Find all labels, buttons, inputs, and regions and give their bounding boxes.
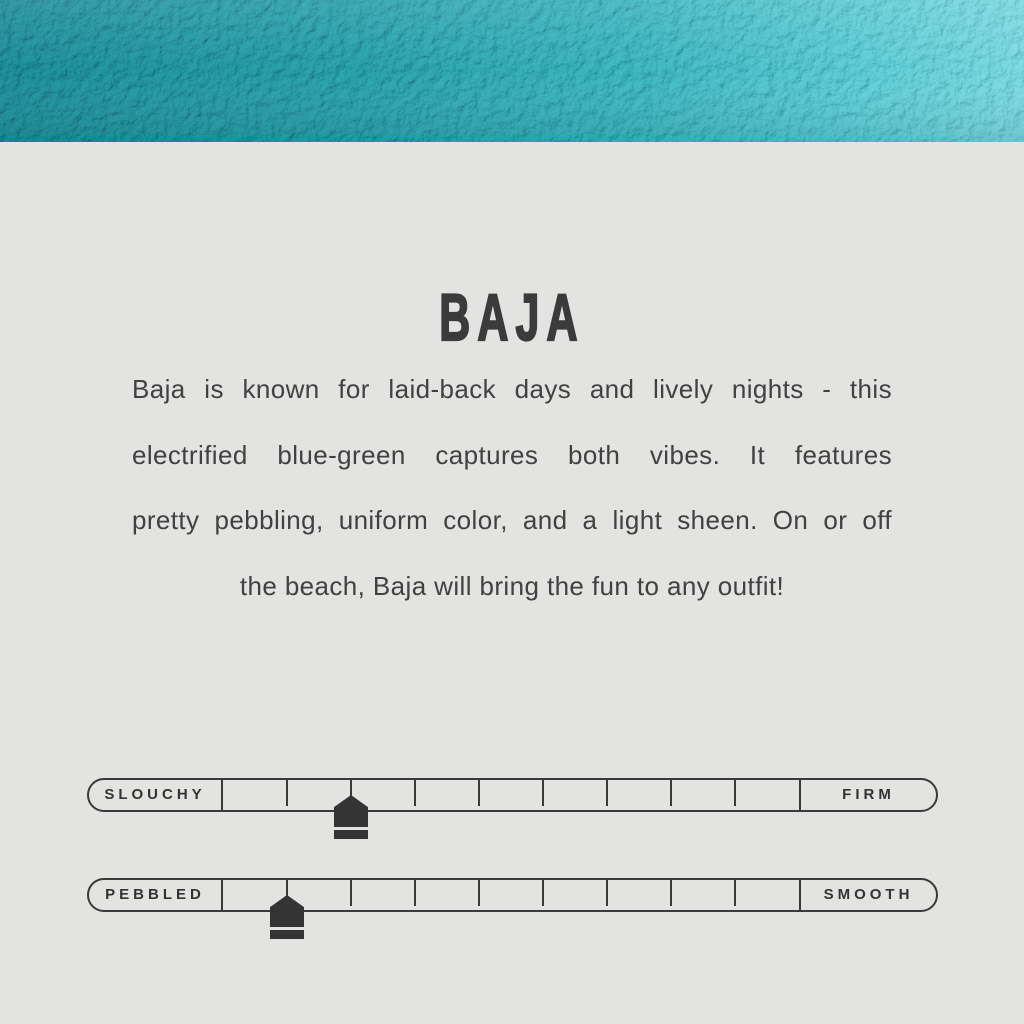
slider-marker[interactable]	[270, 895, 304, 939]
slider-tick	[734, 780, 736, 806]
description-line: Baja is known for laid-back days and lively nights - this	[132, 374, 892, 404]
slider-tick	[350, 880, 352, 906]
page-title: BAJA	[439, 280, 585, 355]
slider-tick	[606, 880, 608, 906]
texture-slider	[87, 878, 938, 912]
slider-tick	[542, 880, 544, 906]
slider-tick	[670, 780, 672, 806]
marker-base-icon	[334, 830, 368, 839]
slider-marker[interactable]	[334, 795, 368, 839]
firmness-slider	[87, 778, 938, 812]
slider-right-label: FIRM	[799, 780, 936, 810]
marker-base-icon	[270, 930, 304, 939]
leather-swatch-image	[0, 0, 1024, 142]
slider-tick	[542, 780, 544, 806]
description-line: the beach, Baja will bring the fun to any outfit!	[239, 570, 785, 601]
slider-tick	[478, 880, 480, 906]
marker-arrow-icon	[334, 795, 368, 827]
slider-tick	[670, 880, 672, 906]
slider-right-label: SMOOTH	[799, 880, 936, 910]
slider-left-label: SLOUCHY	[89, 780, 223, 810]
leather-texture-svg	[0, 0, 1024, 142]
slider-tick	[478, 780, 480, 806]
slider-tick	[414, 880, 416, 906]
slider-tick	[734, 880, 736, 906]
marker-arrow-icon	[270, 895, 304, 927]
slider-tick	[606, 780, 608, 806]
product-description	[132, 357, 892, 619]
description-line: pretty pebbling, uniform color, and a light sheen. On or off	[132, 505, 892, 535]
slider-tick	[414, 780, 416, 806]
slider-track[interactable]	[223, 780, 799, 810]
slider-left-label: PEBBLED	[89, 880, 223, 910]
slider-tick	[286, 780, 288, 806]
description-line: electrified blue-green captures both vibes. It features	[132, 439, 892, 470]
slider-track[interactable]	[223, 880, 799, 910]
